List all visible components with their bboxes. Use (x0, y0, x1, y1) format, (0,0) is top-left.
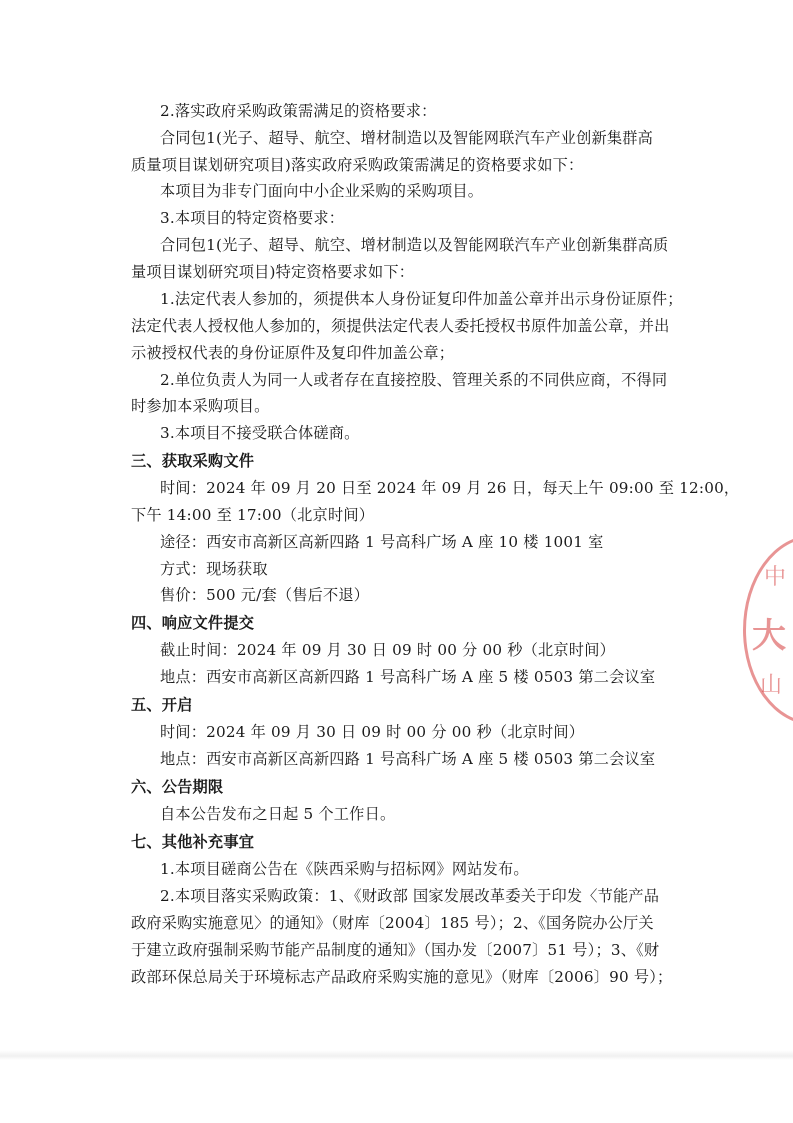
text-line: 途径：西安市高新区高新四路 1 号高科广场 A 座 10 楼 1001 室 (160, 533, 604, 551)
text-line: 3.本项目的特定资格要求： (160, 209, 345, 227)
seal-char-1: 中 (764, 565, 787, 590)
text-line: 方式：现场获取 (160, 560, 268, 578)
text-line: 量项目谋划研究项目)特定资格要求如下： (131, 263, 415, 281)
text-line: 时间：2024 年 09 月 20 日至 2024 年 09 月 26 日，每天上午 09:00 至 12:00， (160, 479, 740, 497)
text-line: 地点：西安市高新区高新四路 1 号高科广场 A 座 5 楼 0503 第二会议室 (160, 750, 656, 768)
seal-char-2: 大 (752, 616, 786, 656)
scan-edge-shadow (0, 1050, 793, 1060)
text-line: 售价：500 元/套（售后不退） (160, 586, 370, 604)
text-line: 地点：西安市高新区高新四路 1 号高科广场 A 座 5 楼 0503 第二会议室 (160, 668, 656, 686)
text-line: 自本公告发布之日起 5 个工作日。 (160, 805, 396, 823)
text-line: 下午 14:00 至 17:00（北京时间） (131, 506, 375, 524)
text-line: 合同包1(光子、超导、航空、增材制造以及智能网联汽车产业创新集群高 (160, 129, 654, 147)
text-line: 政府采购实施意见〉的通知》（财库〔2004〕185 号）；2、《国务院办公厅关 (131, 914, 654, 932)
section-heading: 五、开启 (131, 696, 193, 714)
text-line: 政部环保总局关于环境标志产品政府采购实施的意见》（财库〔2006〕90 号）； (131, 968, 673, 986)
text-line: 2.本项目落实采购政策：1、《财政部 国家发展改革委关于印发〈节能产品 (160, 887, 660, 905)
seal-char-3: 山 (760, 673, 783, 698)
text-line: 截止时间：2024 年 09 月 30 日 09 时 00 分 00 秒（北京时间） (160, 641, 615, 659)
text-line: 1.本项目磋商公告在《陕西采购与招标网》网站发布。 (160, 860, 529, 878)
text-line: 质量项目谋划研究项目)落实政府采购政策需满足的资格要求如下： (131, 156, 584, 174)
text-line: 本项目为非专门面向中小企业采购的采购项目。 (160, 182, 484, 200)
section-heading: 三、获取采购文件 (131, 452, 255, 470)
text-line: 合同包1(光子、超导、航空、增材制造以及智能网联汽车产业创新集群高质 (160, 236, 669, 254)
text-line: 示被授权代表的身份证原件及复印件加盖公章； (131, 344, 455, 362)
text-line: 3.本项目不接受联合体磋商。 (160, 424, 360, 442)
text-line: 1.法定代表人参加的，须提供本人身份证复印件加盖公章并出示身份证原件； (160, 290, 683, 308)
text-line: 时参加本采购项目。 (131, 397, 270, 415)
text-line: 2.落实政府采购政策需满足的资格要求： (160, 102, 437, 120)
text-line: 法定代表人授权他人参加的，须提供法定代表人委托授权书原件加盖公章，并出 (131, 317, 670, 335)
section-heading: 四、响应文件提交 (131, 614, 255, 632)
text-line: 于建立政府强制采购节能产品制度的通知》（国办发〔2007〕51 号）；3、《财 (131, 941, 660, 959)
red-seal-stamp (743, 535, 793, 725)
section-heading: 六、公告期限 (131, 778, 224, 796)
text-line: 时间：2024 年 09 月 30 日 09 时 00 分 00 秒（北京时间） (160, 723, 585, 741)
text-line: 2.单位负责人为同一人或者存在直接控股、管理关系的不同供应商，不得同 (160, 371, 668, 389)
section-heading: 七、其他补充事宜 (131, 833, 255, 851)
